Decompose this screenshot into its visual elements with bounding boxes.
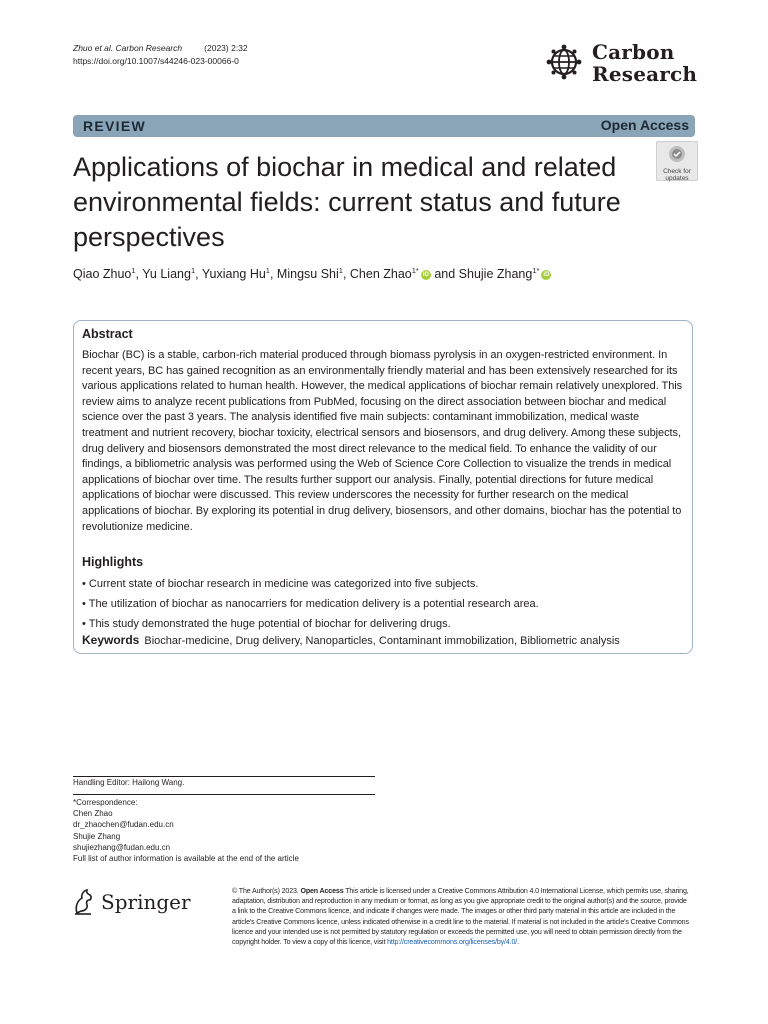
author-affiliation-sup: 1* <box>532 266 540 275</box>
article-citation <box>73 42 248 68</box>
highlight-item: • Current state of biochar research in medicine was categorized into five subjects. <box>82 574 682 594</box>
contact-email[interactable]: dr_zhaochen@fudan.edu.cn <box>73 820 174 830</box>
handling-editor: Handling Editor: Hailong Wang. <box>73 778 185 787</box>
article-type-label: REVIEW <box>83 118 147 134</box>
license-body: This article is licensed under a Creative Commons Attribution 4.0 International License, which permits use, sharing, adaptation, distribution and reproduction in any medium or format, as long as you give appropriate credit to the original author(s) and the source, provide a link to the Creative Commons licence, and indicate if changes were made. The images or other third party material in this article are included in the article's Creative Commons licence, unless indicated otherwise in a credit line to the material. If material is not included in the article's Creative Commons licence and your intended use is not permitted by statutory regulation or exceeds the permitted use, you will need to obtain permission directly from the copyright holder. To view a copy of this licence, visit <box>232 887 689 947</box>
highlights-list <box>82 574 682 634</box>
author-separator: , <box>195 267 202 282</box>
author-separator: , <box>342 267 350 282</box>
abstract-text: Biochar (BC) is a stable, carbon-rich material produced through biomass pyrolysis in an oxygen-restricted environment. In recent years, BC has gained recognition as an environmentally friendly material and has been extensively researched for its various applications related to human health. However, the medical applications of biochar remain relatively unexplored. This review aims to analyze recent publications from PubMed, focusing on the direct association between biochar and medical science over the past 3 years. The analysis identified five main subjects: contaminant immobilization, medical waste treatment and nutrient recovery, biochar toxicity, electrical sensors and biosensors, and drug delivery. Among these subjects, drug delivery and biosensors demonstrated the most direct relevance to the medical field. To enhance the validity of our findings, a bibliometric analysis was performed using the Web of Science Core Collection to visualize the trends in medical applications of biochar over time. The results further support our analysis. Finally, potential directions for future medical applications of biochar were discussed. This review underscores the necessity for further research on the medical applications of biochar. By exploring its potential in drug delivery, biosensors, and other domains, biochar has the potential to revolutionize medicine. <box>82 349 683 533</box>
author-name: Shujie Zhang <box>458 267 533 282</box>
journal-citation: Zhuo et al. Carbon Research <box>73 43 183 53</box>
check-updates-icon <box>668 145 686 163</box>
correspondence-label: *Correspondence: <box>73 798 138 807</box>
journal-logo <box>546 42 696 84</box>
author-separator: , <box>135 267 143 282</box>
check-for-updates-badge[interactable] <box>656 141 698 181</box>
contact-email[interactable]: shujiezhang@fudan.edu.cn <box>73 842 171 852</box>
contact-name: Shujie Zhang <box>73 831 121 841</box>
highlight-item: • The utilization of biochar as nanocarriers for medication delivery is a potential research area. <box>82 594 682 614</box>
author-affiliation-sup: 1* <box>411 266 419 275</box>
orcid-icon[interactable]: iD <box>543 271 550 278</box>
check-updates-line1: Check for <box>663 168 691 175</box>
author-separator: and <box>430 267 459 282</box>
open-access-label: Open Access <box>600 117 689 133</box>
journal-wordmark-line2: Research <box>592 62 698 86</box>
license-open-access: Open Access <box>300 887 344 895</box>
check-updates-line2: updates <box>665 175 689 182</box>
author-separator: , <box>269 267 277 282</box>
correspondence-block <box>73 797 299 864</box>
publisher-name: Springer <box>101 890 191 914</box>
copyright: © The Author(s) 2023. <box>232 887 299 895</box>
author-affiliation-sup: 1 <box>190 266 196 275</box>
doi-link[interactable]: https://doi.org/10.1007/s44246-023-00066-0 <box>73 56 239 66</box>
author-list <box>73 263 551 282</box>
author-name: Yuxiang Hu <box>201 267 266 282</box>
orcid-icon[interactable]: iD <box>422 271 429 278</box>
springer-horse-icon <box>73 889 95 915</box>
author-name: Mingsu Shi <box>276 267 339 282</box>
highlight-item: • This study demonstrated the huge potential of biochar for delivering drugs. <box>82 614 682 634</box>
journal-wordmark-line1: Carbon <box>592 40 675 64</box>
keywords-text: Biochar-medicine, Drug delivery, Nanoparticles, Contaminant immobilization, Bibliometric analysis <box>144 635 620 647</box>
journal-wordmark <box>592 41 697 85</box>
publisher-logo <box>73 887 193 919</box>
abstract-heading: Abstract <box>82 327 133 341</box>
author-info-note: Full list of author information is available at the end of the article <box>73 854 299 864</box>
license-suffix: . <box>517 938 519 947</box>
globe-logo-icon <box>546 44 582 80</box>
author-name: Qiao Zhuo <box>73 267 132 282</box>
author-affiliation-sup: 1 <box>338 266 343 275</box>
keywords-label: Keywords <box>82 633 140 647</box>
license-url-link[interactable]: http://creativecommons.org/licenses/by/4.0/ <box>387 938 518 947</box>
year-volume: (2023) 2:32 <box>204 43 248 53</box>
highlights-heading: Highlights <box>82 555 144 569</box>
keywords-line <box>82 632 620 649</box>
footnote-divider <box>73 794 375 795</box>
author-affiliation-sup: 1 <box>265 266 270 275</box>
article-type-banner <box>73 115 695 137</box>
author-name: Chen Zhao <box>349 267 412 282</box>
author-name: Yu Liang <box>142 267 191 282</box>
article-title: Applications of biochar in medical and related environmental fields: current status and future perspectives <box>73 152 621 252</box>
contact-name: Chen Zhao <box>73 809 113 819</box>
license-text <box>232 886 692 947</box>
author-affiliation-sup: 1 <box>131 266 136 275</box>
